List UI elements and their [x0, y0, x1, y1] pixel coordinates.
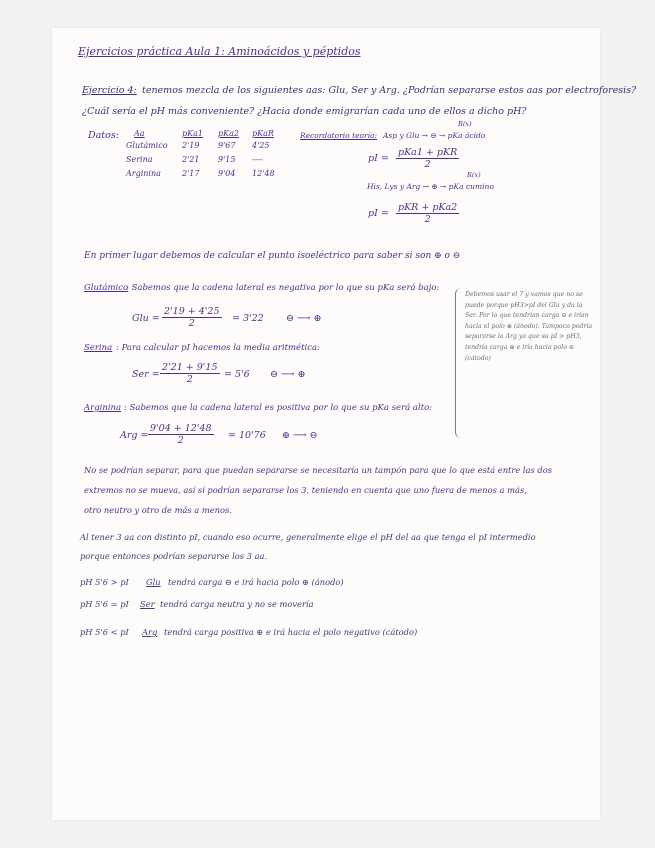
theory-basic-superscript: R(x) — [467, 171, 481, 179]
arg-result: = 10'76 — [228, 430, 266, 441]
glu-lhs: Glu = — [132, 313, 160, 324]
conclusion-line-2: extremos no se mueva, así sí podrían separarse los 3, teniendo en cuenta que uno fuera de menos a más, — [84, 485, 527, 495]
ser-numerator: 2'21 + 9'15 — [162, 362, 218, 373]
case-ser-aa: Ser — [140, 599, 155, 609]
side-note: Debemos usar el 7 y vamos que no se puede porque pH3>pI del Glu y da la Ser. Por lo que tendrían carga ⊖ e irían hacia el polo ⊕ (ánodo). Tampoco podría separarse la Arg ya que su pI > pH3, tendría carga ⊕ e iría hacia polo ⊖ (cátodo) — [465, 291, 593, 362]
table-cell: Serina — [126, 154, 153, 164]
pi-basic-denominator: 2 — [424, 214, 431, 225]
glu-fraction — [162, 306, 222, 329]
case-arg-description: tendrá carga positiva ⊕ e irá hacia el polo negativo (cátodo) — [164, 627, 418, 637]
table-header-pka2: pKa2 — [218, 129, 239, 138]
data-table — [126, 129, 282, 180]
table-header-row — [126, 129, 282, 138]
table-cell: 9'15 — [218, 154, 236, 164]
table-row — [126, 152, 282, 166]
table-row — [126, 166, 282, 180]
pi-acid-fraction — [396, 147, 459, 170]
table-cell: 9'67 — [218, 140, 236, 150]
case-glu-description: tendrá carga ⊖ e irá hacia polo ⊕ (ánodo) — [168, 577, 344, 587]
theory-acid-superscript: R(x) — [458, 120, 472, 128]
case-glu-condition: pH 5'6 > pI — [80, 577, 129, 587]
page-title: Ejercicios práctica Aula 1: Aminoácidos y péptidos — [78, 45, 361, 58]
case-ser-description: tendrá carga neutra y no se movería — [160, 599, 314, 609]
glu-numerator: 2'19 + 4'25 — [164, 306, 220, 317]
arg-fraction — [148, 423, 214, 446]
table-cell: 2'17 — [182, 168, 200, 178]
ser-lhs: Ser = — [132, 369, 160, 380]
final-line-1: Al tener 3 aa con distinto pI, cuando eso ocurre, generalmente elige el pH del aa que tenga el pI intermedio — [80, 532, 536, 542]
pi-basic-fraction — [396, 202, 459, 225]
table-cell: Glutámico — [126, 140, 168, 150]
pi-acid-numerator: pKa1 + pKR — [398, 147, 458, 158]
arg-denominator: 2 — [177, 435, 184, 446]
ser-text: : Para calcular pI hacemos la media aritmética: — [116, 343, 320, 353]
theory-label: Recordatorio teoría: — [300, 131, 378, 140]
data-label: Datos: — [88, 130, 119, 141]
ser-denominator: 2 — [186, 374, 193, 385]
table-header-pka1: pKa1 — [182, 129, 203, 138]
intro-text: En primer lugar debemos de calcular el punto isoeléctrico para saber si son ⊕ o ⊖ — [84, 251, 461, 261]
arg-numerator: 9'04 + 12'48 — [150, 423, 212, 434]
table-cell: 9'04 — [218, 168, 236, 178]
pi-basic-numerator: pKR + pKa2 — [398, 202, 458, 213]
ser-label: Serina — [84, 343, 113, 353]
glu-label: Glutámico — [84, 283, 129, 293]
case-glu-aa: Glu — [146, 577, 161, 587]
case-arg-aa: Arg — [142, 627, 158, 637]
pi-acid-lhs: pI = — [368, 153, 389, 164]
pi-acid-denominator: 2 — [424, 159, 431, 170]
table-cell: 4'25 — [252, 140, 270, 150]
glu-result: = 3'22 — [232, 313, 264, 324]
arg-label: Arginina — [84, 403, 122, 413]
conclusion-line-3: otro neutro y otro de más a menos. — [84, 505, 232, 515]
table-cell: Arginina — [126, 168, 161, 178]
theory-acid-rule: Asp y Glu → ⊖ → pKa ácido — [383, 131, 486, 140]
ser-result: = 5'6 — [224, 369, 250, 380]
case-ser-condition: pH 5'6 = pI — [80, 599, 129, 609]
exercise-label: Ejercicio 4: — [82, 85, 137, 96]
glu-text: : Sabemos que la cadena lateral es negativa por lo que su pKa será bajo: — [126, 283, 440, 293]
arg-text: : Sabemos que la cadena lateral es positiva por lo que su pKa será alto: — [124, 403, 433, 413]
table-cell: ---- — [252, 154, 263, 164]
glu-denominator: 2 — [188, 318, 195, 329]
table-row — [126, 138, 282, 152]
arg-lhs: Arg = — [120, 430, 149, 441]
table-header-aa: Aa — [134, 129, 145, 138]
ser-charge-arrow: ⊖ ⟶ ⊕ — [270, 369, 306, 380]
conclusion-line-1: No se podrían separar, para que puedan separarse se necesitaría un tampón para que lo que está entre las dos — [84, 465, 552, 475]
glu-charge-arrow: ⊖ ⟶ ⊕ — [286, 313, 322, 324]
exercise-line-2: ¿Cuál sería el pH más conveniente? ¿Hacia donde emigrarían cada uno de ellos a dicho pH? — [82, 106, 527, 117]
table-cell: 2'21 — [182, 154, 200, 164]
arg-charge-arrow: ⊕ ⟶ ⊖ — [282, 430, 318, 441]
table-header-pkar: pKaR — [252, 129, 274, 138]
table-cell: 12'48 — [252, 168, 275, 178]
table-cell: 2'19 — [182, 140, 200, 150]
pi-basic-lhs: pI = — [368, 208, 389, 219]
final-line-2: porque entonces podrían separarse los 3 aa. — [80, 551, 268, 561]
ser-fraction — [160, 362, 220, 385]
exercise-line-1: tenemos mezcla de los siguientes aas: Glu, Ser y Arg. ¿Podrían separarse estos aas por electroforesis? — [142, 85, 637, 96]
case-arg-condition: pH 5'6 < pI — [80, 627, 129, 637]
theory-basic-rule: His, Lys y Arg → ⊕ → pKa cumino — [367, 182, 494, 191]
